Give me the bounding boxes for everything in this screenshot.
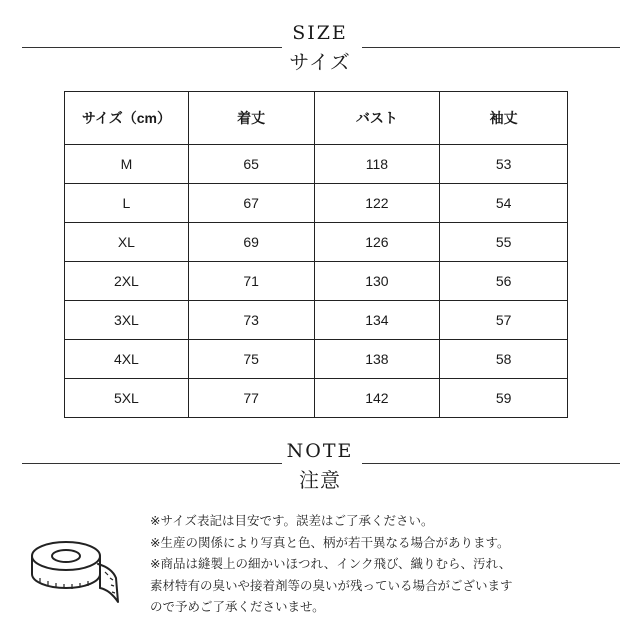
cell-sleeve: 59 — [440, 379, 568, 418]
table-row — [65, 301, 568, 340]
cell-sleeve: 54 — [440, 184, 568, 223]
header-length: 着丈 — [188, 92, 314, 145]
size-title-jp: サイズ — [289, 50, 351, 74]
cell-sleeve: 58 — [440, 340, 568, 379]
table-row — [65, 340, 568, 379]
table-row — [65, 184, 568, 223]
cell-sleeve: 55 — [440, 223, 568, 262]
cell-size: 5XL — [65, 379, 189, 418]
notes-list — [150, 510, 630, 618]
note-line: ので予めご了承くださいませ。 — [150, 599, 325, 614]
cell-size: M — [65, 145, 189, 184]
cell-bust: 130 — [314, 262, 440, 301]
cell-bust: 118 — [314, 145, 440, 184]
header-size: サイズ（cm） — [65, 92, 189, 145]
cell-length: 75 — [188, 340, 314, 379]
note-line: ※商品は縫製上の細かいほつれ、インク飛び、織りむら、汚れ、 — [150, 556, 512, 571]
cell-sleeve: 53 — [440, 145, 568, 184]
size-table — [64, 91, 568, 418]
size-title-en: SIZE — [292, 22, 348, 44]
cell-bust: 138 — [314, 340, 440, 379]
cell-size: XL — [65, 223, 189, 262]
tape-measure-icon — [26, 516, 136, 606]
cell-bust: 126 — [314, 223, 440, 262]
size-heading — [0, 22, 640, 78]
note-title-jp: 注意 — [299, 468, 341, 492]
cell-length: 77 — [188, 379, 314, 418]
note-title-en: NOTE — [286, 440, 354, 462]
cell-length: 71 — [188, 262, 314, 301]
note-heading — [0, 440, 640, 496]
cell-sleeve: 57 — [440, 301, 568, 340]
cell-length: 73 — [188, 301, 314, 340]
table-header-row — [65, 92, 568, 145]
note-line: 素材特有の臭いや接着剤等の臭いが残っている場合がございます — [150, 577, 513, 593]
table-row — [65, 145, 568, 184]
cell-length: 69 — [188, 223, 314, 262]
cell-length: 65 — [188, 145, 314, 184]
cell-sleeve: 56 — [440, 262, 568, 301]
cell-bust: 122 — [314, 184, 440, 223]
header-bust: バスト — [314, 92, 440, 145]
table-row — [65, 223, 568, 262]
cell-size: L — [65, 184, 189, 223]
cell-bust: 142 — [314, 379, 440, 418]
note-line: ※サイズ表記は目安です。誤差はご了承ください。 — [150, 513, 434, 528]
header-sleeve: 袖丈 — [440, 92, 568, 145]
cell-size: 2XL — [65, 262, 189, 301]
cell-bust: 134 — [314, 301, 440, 340]
cell-size: 4XL — [65, 340, 189, 379]
cell-size: 3XL — [65, 301, 189, 340]
cell-length: 67 — [188, 184, 314, 223]
table-row — [65, 379, 568, 418]
note-line: ※生産の関係により写真と色、柄が若干異なる場合があります。 — [150, 534, 510, 550]
table-row — [65, 262, 568, 301]
